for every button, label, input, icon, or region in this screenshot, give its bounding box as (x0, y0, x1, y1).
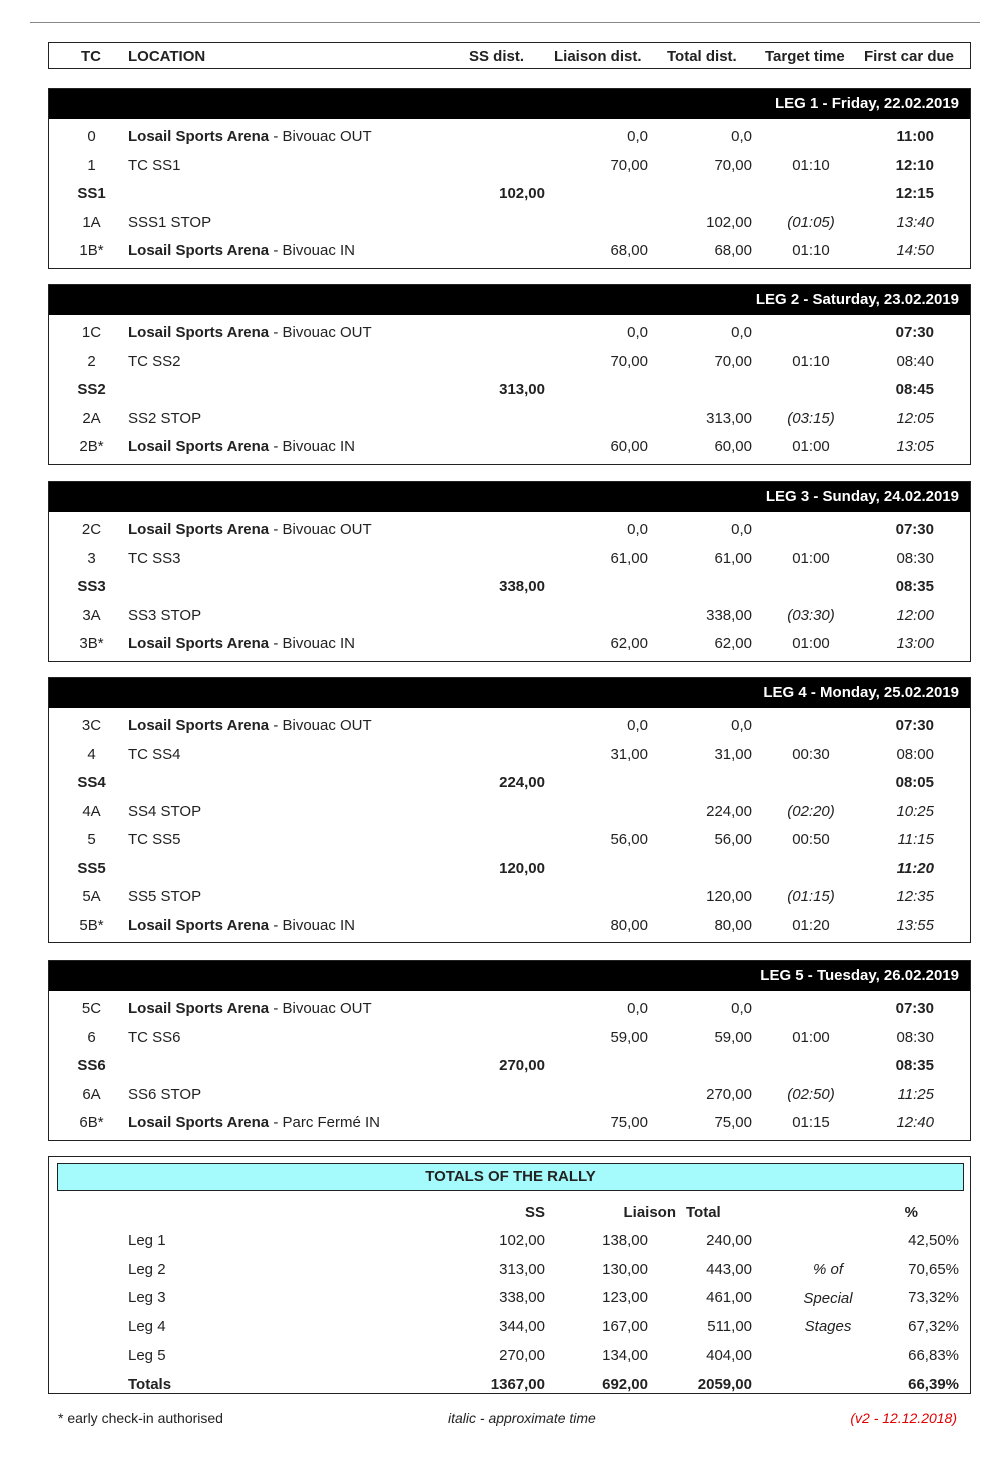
row-location (128, 635, 355, 652)
row-target-time: 00:30 (792, 745, 830, 763)
schedule-row (49, 433, 970, 461)
row-first-car-due: 08:05 (895, 774, 934, 791)
totals-pct: 66,39% (908, 1375, 959, 1393)
leg-box-4 (48, 677, 971, 943)
row-target-time: 00:50 (792, 831, 830, 848)
row-tc: 0 (87, 128, 96, 145)
row-location-detail: - Bivouac IN (269, 635, 356, 652)
totals-ss: 338,00 (499, 1289, 545, 1307)
schedule-row (49, 516, 970, 544)
leg-title: LEG 1 - Friday, 22.02.2019 (775, 95, 959, 112)
row-liaison-dist: 0,0 (627, 1000, 648, 1017)
leg-title-bar (49, 285, 970, 315)
row-total-dist: 224,00 (706, 802, 752, 820)
row-first-car-due: 14:50 (896, 242, 934, 259)
row-first-car-due: 11:25 (897, 1085, 934, 1103)
row-location-detail: TC SS4 (128, 745, 181, 763)
row-tc: 1 (87, 156, 96, 174)
row-total-dist: 61,00 (714, 549, 752, 567)
row-location (128, 746, 181, 763)
row-target-time: (01:05) (787, 213, 835, 231)
row-first-car-due: 12:15 (895, 185, 934, 202)
row-tc: 1C (81, 324, 102, 341)
row-target-time: 01:10 (792, 156, 830, 174)
leg-title-bar (49, 961, 970, 991)
header-liaison-dist: Liaison dist. (554, 48, 642, 65)
schedule-row (49, 602, 970, 630)
row-target-time: 01:10 (792, 352, 830, 370)
row-first-car-due: 07:30 (895, 717, 934, 734)
row-liaison-dist: 0,0 (627, 717, 648, 734)
row-location-detail: TC SS6 (128, 1028, 181, 1046)
row-tc: 3A (82, 606, 101, 624)
schedule-row (49, 912, 970, 940)
totals-ss: 313,00 (499, 1260, 545, 1278)
totals-pct: 67,32% (908, 1318, 959, 1336)
row-location (128, 888, 201, 905)
schedule-row (49, 741, 970, 769)
row-location-detail: SS6 STOP (128, 1085, 202, 1103)
row-first-car-due: 08:30 (896, 549, 934, 567)
row-total-dist: 70,00 (714, 156, 752, 174)
footer-version: (v2 - 12.12.2018) (850, 1410, 957, 1426)
schedule-row (49, 152, 970, 180)
row-total-dist: 102,00 (706, 213, 752, 231)
row-location-detail: - Bivouac OUT (269, 324, 372, 341)
header-ss-dist: SS dist. (469, 48, 525, 65)
totals-pct: 42,50% (908, 1232, 959, 1249)
row-tc: 6B* (79, 1114, 104, 1131)
row-location-detail: SS3 STOP (128, 606, 202, 624)
row-target-time: (02:20) (787, 802, 835, 820)
row-location (128, 324, 372, 341)
row-location-venue: Losail Sports Arena (128, 438, 270, 455)
row-liaison-dist: 31,00 (610, 745, 648, 763)
schedule-row (49, 826, 970, 854)
row-total-dist: 60,00 (714, 438, 752, 455)
totals-note-2: Special (803, 1290, 853, 1307)
row-total-dist: 0,0 (731, 521, 752, 538)
row-tc: SS6 (77, 1057, 106, 1074)
totals-ss: 270,00 (499, 1346, 545, 1364)
leg-box-3 (48, 481, 971, 662)
row-liaison-dist: 60,00 (610, 438, 648, 455)
row-liaison-dist: 80,00 (610, 916, 648, 934)
top-rule (30, 22, 980, 23)
row-target-time: 01:00 (792, 635, 830, 652)
row-liaison-dist: 0,0 (627, 128, 648, 145)
row-target-time: 01:15 (792, 1114, 830, 1131)
row-liaison-dist: 61,00 (610, 549, 648, 567)
row-location-detail: SS4 STOP (128, 802, 202, 820)
row-first-car-due: 08:35 (895, 578, 934, 595)
schedule-row (49, 798, 970, 826)
row-location (128, 803, 201, 820)
row-tc: 3 (87, 549, 96, 567)
row-total-dist: 56,00 (714, 831, 752, 848)
row-target-time: 01:00 (792, 1028, 830, 1046)
row-location (128, 128, 372, 145)
row-location (128, 438, 355, 455)
row-location (128, 550, 181, 567)
row-liaison-dist: 0,0 (627, 521, 648, 538)
row-tc: SS2 (77, 381, 106, 398)
totals-leg-row (49, 1227, 970, 1255)
row-target-time: 01:00 (792, 549, 830, 567)
row-location-detail: TC SS2 (128, 352, 181, 370)
row-ss-dist: 102,00 (499, 185, 545, 202)
row-tc: 5C (81, 1000, 102, 1017)
row-location (128, 1000, 372, 1017)
row-total-dist: 75,00 (714, 1114, 752, 1131)
row-location (128, 1086, 201, 1103)
header-first-car-due: First car due (864, 48, 955, 65)
row-location-detail: SS2 STOP (128, 409, 202, 427)
row-location (128, 214, 211, 231)
schedule-row (49, 883, 970, 911)
totals-col-liaison: Liaison (623, 1204, 676, 1221)
row-location-detail: - Bivouac IN (269, 438, 356, 455)
row-first-car-due: 13:55 (896, 916, 934, 934)
totals-pct: 70,65% (908, 1260, 959, 1278)
row-location-detail: - Bivouac OUT (269, 1000, 372, 1017)
totals-col-pct: % (904, 1204, 918, 1221)
totals-label: Leg 5 (128, 1346, 166, 1364)
row-liaison-dist: 70,00 (610, 156, 648, 174)
schedule-row (49, 209, 970, 237)
totals-grand-row (49, 1371, 970, 1399)
row-ss-dist: 313,00 (499, 381, 545, 398)
row-target-time: 01:20 (792, 916, 830, 934)
row-target-time: (03:30) (787, 606, 835, 624)
row-tc: 2 (87, 352, 96, 370)
row-location-venue: Losail Sports Arena (128, 128, 270, 145)
row-total-dist: 313,00 (706, 409, 752, 427)
row-location-detail: - Bivouac OUT (269, 521, 372, 538)
header-location: LOCATION (128, 48, 206, 65)
row-location-detail: TC SS3 (128, 549, 181, 567)
schedule-row (49, 712, 970, 740)
row-location-venue: Losail Sports Arena (128, 916, 270, 934)
totals-label: Leg 2 (128, 1260, 166, 1278)
totals-note-3: Stages (804, 1318, 852, 1335)
row-first-car-due: 08:45 (895, 381, 934, 398)
row-first-car-due: 13:05 (896, 438, 934, 455)
totals-col-ss: SS (524, 1204, 545, 1221)
row-total-dist: 0,0 (731, 324, 752, 341)
row-tc: 6A (82, 1085, 101, 1103)
row-first-car-due: 13:40 (896, 213, 934, 231)
row-tc: 5A (82, 888, 101, 905)
totals-label: Totals (128, 1375, 172, 1393)
row-total-dist: 0,0 (731, 1000, 752, 1017)
totals-ss: 102,00 (499, 1232, 545, 1249)
row-liaison-dist: 70,00 (610, 352, 648, 370)
leg-box-2 (48, 284, 971, 465)
row-total-dist: 120,00 (706, 888, 752, 905)
schedule-row (49, 1081, 970, 1109)
row-location (128, 157, 181, 174)
row-ss-dist: 338,00 (499, 578, 545, 595)
leg-box-1 (48, 88, 971, 269)
totals-col-total: Total (686, 1204, 721, 1221)
leg-box-5 (48, 960, 971, 1141)
schedule-row (49, 180, 970, 208)
totals-box (48, 1156, 971, 1394)
row-first-car-due: 07:30 (895, 1000, 934, 1017)
totals-ss: 1367,00 (490, 1375, 545, 1393)
totals-liaison: 123,00 (602, 1289, 648, 1307)
row-first-car-due: 08:30 (896, 1028, 934, 1046)
leg-title: LEG 5 - Tuesday, 26.02.2019 (760, 967, 959, 984)
row-liaison-dist: 62,00 (610, 635, 648, 652)
row-total-dist: 0,0 (731, 717, 752, 734)
row-location-detail: - Bivouac IN (269, 242, 356, 259)
row-total-dist: 80,00 (714, 916, 752, 934)
row-location-venue: Losail Sports Arena (128, 635, 270, 652)
row-location (128, 1114, 380, 1131)
totals-label: Leg 3 (128, 1289, 166, 1307)
row-tc: 5 (87, 831, 96, 848)
row-first-car-due: 13:00 (896, 635, 934, 652)
schedule-row (49, 237, 970, 265)
schedule-row (49, 319, 970, 347)
totals-pct: 66,83% (908, 1346, 959, 1364)
row-tc: 3B* (79, 635, 104, 652)
row-liaison-dist: 59,00 (610, 1028, 648, 1046)
schedule-row (49, 630, 970, 658)
totals-liaison: 130,00 (602, 1260, 648, 1278)
row-location (128, 717, 372, 734)
row-first-car-due: 11:00 (896, 128, 934, 145)
row-ss-dist: 270,00 (499, 1057, 545, 1074)
row-location-venue: Losail Sports Arena (128, 324, 270, 341)
row-first-car-due: 12:00 (896, 606, 934, 624)
schedule-row (49, 405, 970, 433)
totals-leg-row (49, 1342, 970, 1370)
leg-title-bar (49, 89, 970, 119)
totals-liaison: 692,00 (602, 1375, 648, 1393)
row-first-car-due: 11:20 (896, 859, 934, 877)
schedule-row (49, 995, 970, 1023)
leg-title: LEG 3 - Sunday, 24.02.2019 (765, 488, 959, 505)
row-tc: 1A (82, 213, 101, 231)
totals-total: 404,00 (706, 1346, 752, 1364)
row-first-car-due: 12:10 (895, 156, 934, 174)
header-target-time: Target time (765, 48, 845, 65)
totals-total: 511,00 (707, 1318, 752, 1336)
row-tc: 4A (82, 802, 101, 820)
totals-header-row (49, 1199, 970, 1227)
row-first-car-due: 11:15 (897, 831, 934, 848)
schedule-row (49, 573, 970, 601)
leg-title-bar (49, 482, 970, 512)
row-first-car-due: 07:30 (895, 324, 934, 341)
row-tc: 5B* (79, 916, 104, 934)
row-total-dist: 70,00 (714, 352, 752, 370)
schedule-row (49, 123, 970, 151)
row-location (128, 607, 201, 624)
row-liaison-dist: 0,0 (627, 324, 648, 341)
row-tc: SS3 (77, 578, 106, 595)
row-location (128, 521, 372, 538)
row-first-car-due: 08:00 (896, 745, 934, 763)
row-target-time: (02:50) (787, 1085, 835, 1103)
schedule-row (49, 855, 970, 883)
row-tc: 1B* (79, 242, 104, 259)
row-target-time: (01:15) (787, 888, 835, 905)
row-location-detail: - Bivouac OUT (269, 128, 372, 145)
row-tc: SS1 (77, 185, 106, 202)
row-location-venue: Losail Sports Arena (128, 1000, 270, 1017)
totals-liaison: 138,00 (602, 1232, 648, 1249)
footer-early-checkin: * early check-in authorised (58, 1410, 223, 1426)
totals-ss: 344,00 (499, 1318, 545, 1336)
row-location (128, 831, 181, 848)
schedule-row (49, 1024, 970, 1052)
row-location-detail: TC SS5 (128, 831, 181, 848)
row-total-dist: 0,0 (731, 128, 752, 145)
row-location-venue: Losail Sports Arena (128, 521, 270, 538)
row-location-detail: SSS1 STOP (128, 213, 212, 231)
totals-total: 240,00 (706, 1232, 752, 1249)
row-total-dist: 270,00 (706, 1085, 752, 1103)
row-ss-dist: 224,00 (499, 774, 545, 791)
row-liaison-dist: 75,00 (610, 1114, 648, 1131)
leg-title: LEG 4 - Monday, 25.02.2019 (763, 684, 959, 701)
row-first-car-due: 07:30 (895, 521, 934, 538)
row-location (128, 917, 355, 934)
totals-total: 461,00 (706, 1289, 752, 1307)
row-location (128, 1029, 181, 1046)
row-tc: 4 (87, 745, 96, 763)
totals-note-1: % of (812, 1261, 843, 1278)
totals-liaison: 167,00 (602, 1318, 648, 1336)
row-first-car-due: 12:05 (896, 409, 934, 427)
row-location-detail: SS5 STOP (128, 888, 202, 905)
schedule-row (49, 1109, 970, 1137)
row-first-car-due: 10:25 (896, 802, 934, 820)
leg-title-bar (49, 678, 970, 708)
header-total-dist: Total dist. (667, 48, 737, 65)
row-location-venue: Losail Sports Arena (128, 717, 270, 734)
header-tc: TC (81, 48, 101, 65)
row-first-car-due: 12:40 (896, 1114, 934, 1131)
row-tc: 3C (81, 717, 102, 734)
footer-italic-note: italic - approximate time (448, 1410, 596, 1426)
row-target-time: 01:10 (792, 242, 830, 259)
row-liaison-dist: 56,00 (610, 831, 648, 848)
row-location-venue: Losail Sports Arena (128, 1114, 270, 1131)
totals-label: Leg 4 (128, 1318, 166, 1336)
schedule-row (49, 769, 970, 797)
row-first-car-due: 08:35 (895, 1057, 934, 1074)
row-tc: 2C (81, 521, 102, 538)
totals-total: 443,00 (706, 1260, 752, 1278)
row-location (128, 410, 201, 427)
row-target-time: 01:00 (792, 438, 830, 455)
totals-pct: 73,32% (908, 1289, 959, 1307)
row-total-dist: 31,00 (714, 745, 752, 763)
schedule-row (49, 1052, 970, 1080)
row-location (128, 242, 355, 259)
row-location-detail: - Parc Fermé IN (269, 1114, 381, 1131)
column-header (48, 42, 971, 69)
schedule-row (49, 376, 970, 404)
row-total-dist: 68,00 (714, 242, 752, 259)
schedule-row (49, 348, 970, 376)
row-liaison-dist: 68,00 (610, 242, 648, 259)
leg-title: LEG 2 - Saturday, 23.02.2019 (755, 291, 959, 308)
row-location-detail: - Bivouac OUT (269, 717, 372, 734)
row-tc: 2A (82, 409, 101, 427)
totals-liaison: 134,00 (602, 1346, 648, 1364)
row-tc: SS5 (77, 859, 106, 877)
row-location-detail: TC SS1 (128, 156, 181, 174)
schedule-row (49, 545, 970, 573)
row-location-venue: Losail Sports Arena (128, 242, 270, 259)
totals-total: 2059,00 (697, 1375, 752, 1393)
row-first-car-due: 08:40 (896, 352, 934, 370)
totals-label: Leg 1 (128, 1232, 166, 1249)
row-tc: 2B* (79, 438, 104, 455)
row-target-time: (03:15) (787, 409, 835, 427)
row-tc: 6 (87, 1028, 96, 1046)
row-total-dist: 62,00 (714, 635, 752, 652)
row-location-detail: - Bivouac IN (269, 916, 356, 934)
row-ss-dist: 120,00 (499, 859, 545, 877)
row-first-car-due: 12:35 (896, 888, 934, 905)
row-tc: SS4 (77, 774, 106, 791)
row-total-dist: 59,00 (714, 1028, 752, 1046)
row-total-dist: 338,00 (706, 606, 752, 624)
totals-title: TOTALS OF THE RALLY (57, 1163, 964, 1191)
row-location (128, 353, 181, 370)
